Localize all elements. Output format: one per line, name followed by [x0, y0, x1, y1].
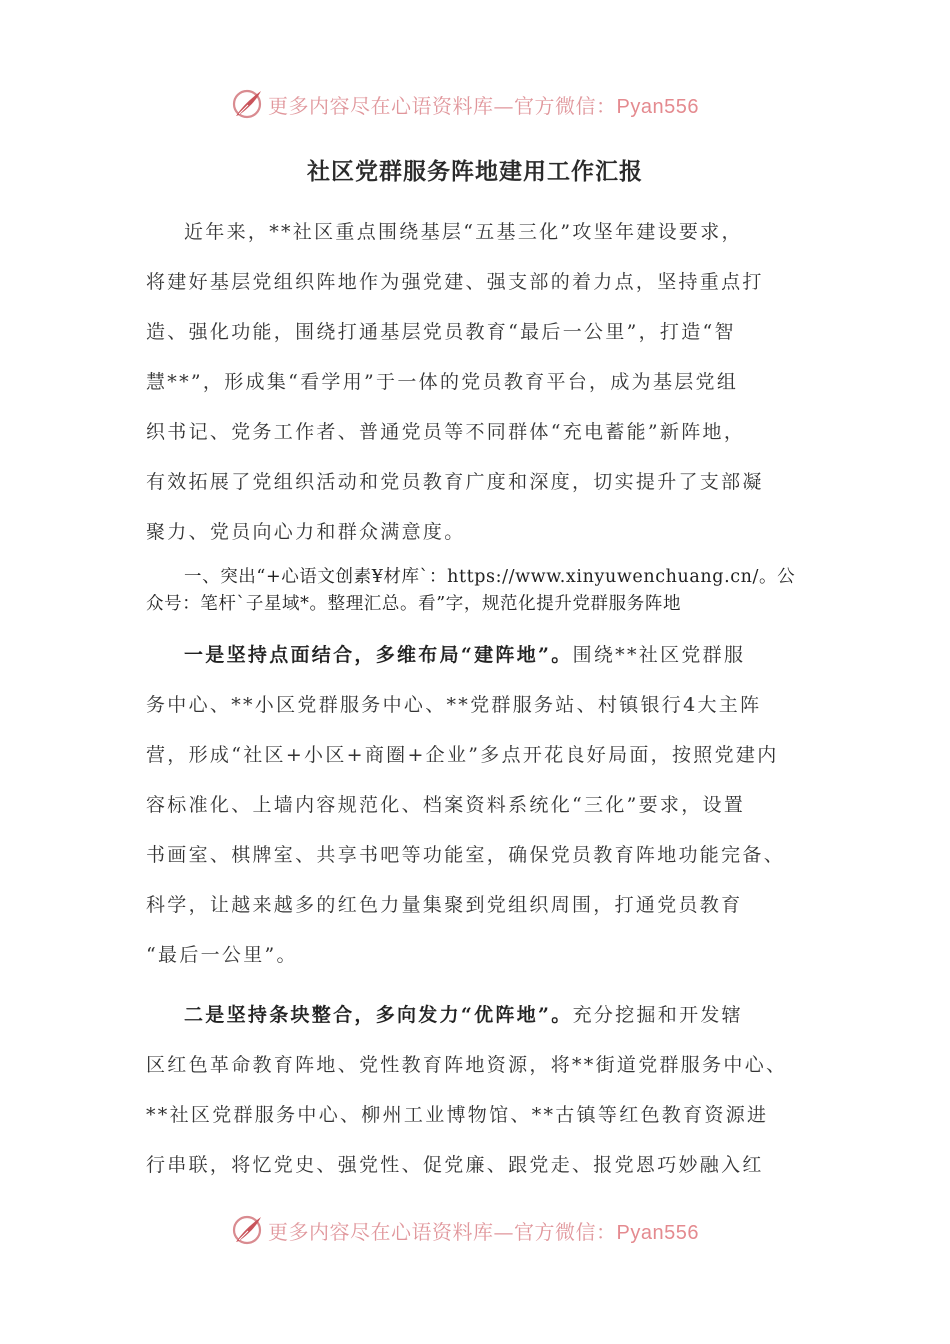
point-one-first-rest: 围绕**社区党群服 [572, 644, 746, 666]
point-one-heading: 一是坚持点面结合，多维布局“建阵地”。 [184, 644, 573, 666]
point-one-line: “最后一公里”。 [146, 944, 298, 966]
watermark-text: 更多内容尽在心语资料库—官方微信：Pyan556 [268, 1219, 699, 1244]
watermark-header [230, 84, 699, 124]
point-one-line: 营，形成“社区+小区+商圈+企业”多点开花良好局面，按照党建内 [146, 744, 779, 766]
point-two-line: 行串联，将忆党史、强党性、促党廉、跟党走、报党恩巧妙融入红 [146, 1154, 764, 1176]
point-one-line: 容标准化、上墙内容规范化、档案资料系统化“三化”要求，设置 [146, 794, 746, 816]
point-two-heading: 二是坚持条块整合，多向发力“优阵地”。 [184, 1004, 573, 1026]
watermark-text: 更多内容尽在心语资料库—官方微信：Pyan556 [268, 93, 699, 118]
section-heading [146, 564, 816, 618]
feather-pen-seal-icon [230, 87, 264, 121]
intro-line: 将建好基层党组织阵地作为强党建、强支部的着力点，坚持重点打 [146, 271, 764, 293]
point-two-line: 区红色革命教育阵地、党性教育阵地资源，将**街道党群服务中心、 [146, 1054, 788, 1076]
watermark-footer [230, 1210, 699, 1250]
document-title: 社区党群服务阵地建用工作汇报 [307, 158, 643, 185]
point-one-first-line [146, 630, 816, 680]
intro-line: 近年来，**社区重点围绕基层“五基三化”攻坚年建设要求， [184, 221, 743, 243]
point-two-paragraph [146, 990, 816, 1190]
point-one-line: 科学，让越来越多的红色力量集聚到党组织周围，打通党员教育 [146, 894, 743, 916]
intro-paragraph [146, 207, 816, 557]
point-one-line: 务中心、**小区党群服务中心、**党群服务站、村镇银行4大主阵 [146, 694, 762, 716]
intro-line: 织书记、党务工作者、普通党员等不同群体“充电蓄能”新阵地， [146, 421, 746, 443]
intro-line: 慧**”，形成集“看学用”于一体的党员教育平台，成为基层党组 [146, 371, 739, 393]
feather-pen-seal-icon [230, 1213, 264, 1247]
intro-line: 造、强化功能，围绕打通基层党员教育“最后一公里”，打造“智 [146, 321, 736, 343]
section-heading-line: 一、突出“+心语文创素¥材库`：https://www.xinyuwenchuang.cn/。公 [184, 567, 796, 587]
point-two-line: **社区党群服务中心、柳州工业博物馆、**古镇等红色教育资源进 [146, 1104, 769, 1126]
section-heading-line: 众号：笔杆`子星域*。整理汇总。看”字，规范化提升党群服务阵地 [146, 594, 682, 614]
point-two-first-line [146, 990, 816, 1040]
intro-line: 聚力、党员向心力和群众满意度。 [146, 521, 466, 543]
point-two-first-rest: 充分挖掘和开发辖 [572, 1004, 743, 1026]
point-one-line: 书画室、棋牌室、共享书吧等功能室，确保党员教育阵地功能完备、 [146, 844, 786, 866]
point-one-paragraph [146, 630, 816, 980]
intro-line: 有效拓展了党组织活动和党员教育广度和深度，切实提升了支部凝 [146, 471, 764, 493]
